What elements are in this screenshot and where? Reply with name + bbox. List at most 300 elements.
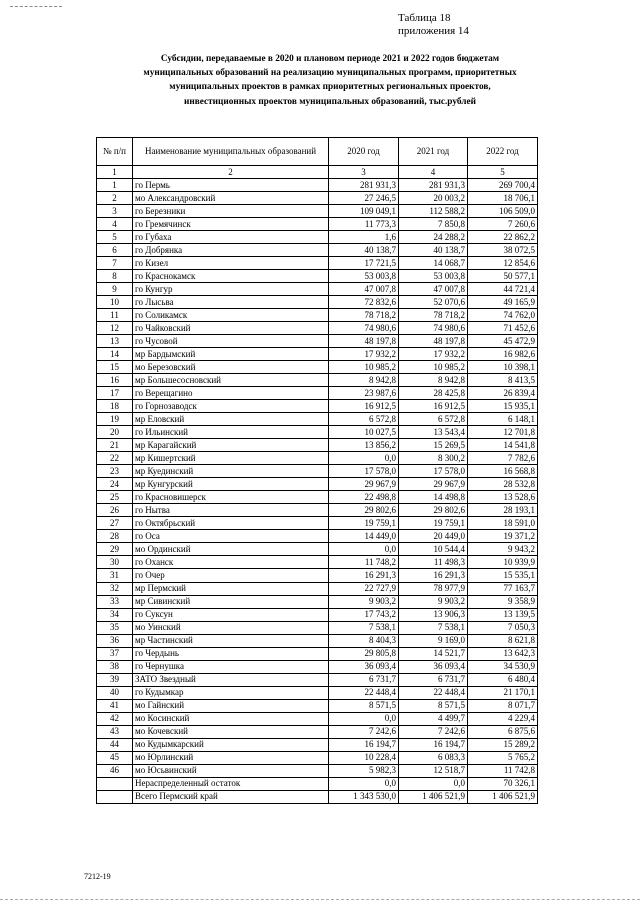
row-number: 26 (97, 504, 133, 517)
table-header-row (97, 138, 538, 166)
value-2021: 10 544,4 (399, 543, 468, 556)
row-number: 45 (97, 751, 133, 764)
value-2022: 19 371,2 (468, 530, 538, 543)
table-row (97, 491, 538, 504)
value-2020: 10 985,2 (329, 361, 399, 374)
municipality-name: го Чайковский (133, 322, 329, 335)
row-number: 1 (97, 179, 133, 192)
municipality-name: мр Куединский (133, 465, 329, 478)
value-2020: 6 731,7 (329, 673, 399, 686)
municipality-name: го Октябрьский (133, 517, 329, 530)
table-row (97, 257, 538, 270)
value-2022: 15 535,1 (468, 569, 538, 582)
value-2022: 21 170,1 (468, 686, 538, 699)
value-2021: 78 977,9 (399, 582, 468, 595)
value-2021: 7 538,1 (399, 621, 468, 634)
value-2020: 281 931,3 (329, 179, 399, 192)
subsidies-table (96, 137, 538, 804)
table-row (97, 309, 538, 322)
value-2022: 6 148,1 (468, 413, 538, 426)
municipality-name: мо Александровский (133, 192, 329, 205)
title-line: инвестиционных проектов муниципальных образований, тыс.рублей (184, 96, 476, 107)
row-number: 27 (97, 517, 133, 530)
value-2022: 15 289,2 (468, 738, 538, 751)
table-row (97, 348, 538, 361)
row-number: 46 (97, 764, 133, 777)
table-reference (398, 12, 469, 38)
value-2020: 22 448,4 (329, 686, 399, 699)
value-2022: 26 839,4 (468, 387, 538, 400)
value-2020: 7 538,1 (329, 621, 399, 634)
table-row (97, 192, 538, 205)
municipality-name: мо Юрлинский (133, 751, 329, 764)
value-2021: 48 197,8 (399, 335, 468, 348)
empty-cell (97, 777, 133, 790)
value-2020: 8 571,5 (329, 699, 399, 712)
value-2020: 11 773,3 (329, 218, 399, 231)
municipality-name: мо Кудымкарский (133, 738, 329, 751)
value-2020: 40 138,7 (329, 244, 399, 257)
row-number: 18 (97, 400, 133, 413)
municipality-name: го Березники (133, 205, 329, 218)
municipality-name: мр Еловский (133, 413, 329, 426)
value-2022: 10 939,9 (468, 556, 538, 569)
value-2020: 8 404,3 (329, 634, 399, 647)
value-2021: 19 759,1 (399, 517, 468, 530)
value-2021: 13 543,4 (399, 426, 468, 439)
row-number: 30 (97, 556, 133, 569)
column-number: 2 (133, 166, 329, 179)
table-row (97, 673, 538, 686)
value-2020: 9 903,2 (329, 595, 399, 608)
row-number: 41 (97, 699, 133, 712)
value-2022: 7 260,6 (468, 218, 538, 231)
value-2021: 14 521,7 (399, 647, 468, 660)
municipality-name: мр Кунгурский (133, 478, 329, 491)
value-2022: 6 875,6 (468, 725, 538, 738)
value-2020: 16 194,7 (329, 738, 399, 751)
value-2020: 19 759,1 (329, 517, 399, 530)
value-2020: 0,0 (329, 543, 399, 556)
value-2022: 13 139,5 (468, 608, 538, 621)
table-row (97, 621, 538, 634)
title-line: муниципальных образований на реализацию муниципальных программ, приоритетных (143, 68, 517, 79)
total-row (97, 790, 538, 803)
value-2020: 53 003,8 (329, 270, 399, 283)
row-number: 15 (97, 361, 133, 374)
value-2021: 78 718,2 (399, 309, 468, 322)
value-2020: 1,6 (329, 231, 399, 244)
value-2021: 20 003,2 (399, 192, 468, 205)
municipality-name: го Кизел (133, 257, 329, 270)
row-number: 19 (97, 413, 133, 426)
value-2021: 29 967,9 (399, 478, 468, 491)
row-number: 38 (97, 660, 133, 673)
value-2021: 6 572,8 (399, 413, 468, 426)
table-row (97, 283, 538, 296)
municipality-name: мо Уинский (133, 621, 329, 634)
row-number: 37 (97, 647, 133, 660)
municipality-name: го Кунгур (133, 283, 329, 296)
row-number: 21 (97, 439, 133, 452)
document-title (70, 52, 590, 109)
document-code: 7212-19 (84, 872, 111, 881)
value-2020: 22 498,8 (329, 491, 399, 504)
value-2022: 8 071,7 (468, 699, 538, 712)
value-2022: 9 943,2 (468, 543, 538, 556)
value-2022: 10 398,1 (468, 361, 538, 374)
municipality-name: мо Юсьвинский (133, 764, 329, 777)
value-2022: 5 765,2 (468, 751, 538, 764)
value-2021: 8 942,8 (399, 374, 468, 387)
value-2020: 29 967,9 (329, 478, 399, 491)
row-number: 8 (97, 270, 133, 283)
municipality-name: го Кудымкар (133, 686, 329, 699)
municipality-name: го Добрянка (133, 244, 329, 257)
row-number: 2 (97, 192, 133, 205)
value-2022: 50 577,1 (468, 270, 538, 283)
municipality-name: мр Карагайский (133, 439, 329, 452)
value-2021: 6 083,3 (399, 751, 468, 764)
value-2020: 74 980,6 (329, 322, 399, 335)
header-2022: 2022 год (468, 138, 538, 166)
table-row (97, 270, 538, 283)
column-number: 5 (468, 166, 538, 179)
municipality-name: мр Частинский (133, 634, 329, 647)
value-2020: 5 982,3 (329, 764, 399, 777)
table-row (97, 218, 538, 231)
table-row (97, 660, 538, 673)
value-2020: 109 049,1 (329, 205, 399, 218)
header-2021: 2021 год (399, 138, 468, 166)
table-row (97, 608, 538, 621)
municipality-name: го Суксун (133, 608, 329, 621)
value-2020: 48 197,8 (329, 335, 399, 348)
value-2021: 17 932,2 (399, 348, 468, 361)
value-2022: 4 229,4 (468, 712, 538, 725)
header-num: № п/п (97, 138, 133, 166)
municipality-name: мр Бардымский (133, 348, 329, 361)
value-2022: 7 782,6 (468, 452, 538, 465)
value-2021: 281 931,3 (399, 179, 468, 192)
table-row (97, 634, 538, 647)
row-number: 12 (97, 322, 133, 335)
value-2020: 13 856,2 (329, 439, 399, 452)
table-row (97, 231, 538, 244)
municipality-name: мр Сивинский (133, 595, 329, 608)
value-2021: 9 903,2 (399, 595, 468, 608)
municipality-name: мо Кочевский (133, 725, 329, 738)
row-number: 39 (97, 673, 133, 686)
value-2021: 74 980,6 (399, 322, 468, 335)
value-2022: 38 072,5 (468, 244, 538, 257)
municipality-name: го Оса (133, 530, 329, 543)
row-number: 42 (97, 712, 133, 725)
municipality-name: мр Пермский (133, 582, 329, 595)
table-row (97, 452, 538, 465)
row-number: 29 (97, 543, 133, 556)
municipality-name: го Чернушка (133, 660, 329, 673)
row-number: 43 (97, 725, 133, 738)
municipality-name: мо Косинский (133, 712, 329, 725)
row-number: 44 (97, 738, 133, 751)
table-row (97, 517, 538, 530)
table-row (97, 361, 538, 374)
row-number: 4 (97, 218, 133, 231)
value-2021: 12 518,7 (399, 764, 468, 777)
table-row (97, 335, 538, 348)
value-2020: 27 246,5 (329, 192, 399, 205)
unallocated-2020: 0,0 (329, 777, 399, 790)
title-line: Субсидии, передаваемые в 2020 и плановом периоде 2021 и 2022 годов бюджетам (160, 54, 500, 64)
value-2020: 17 578,0 (329, 465, 399, 478)
scan-edge-mark (10, 6, 62, 13)
table-row (97, 387, 538, 400)
value-2021: 53 003,8 (399, 270, 468, 283)
value-2022: 45 472,9 (468, 335, 538, 348)
value-2020: 10 027,5 (329, 426, 399, 439)
value-2021: 52 070,6 (399, 296, 468, 309)
value-2022: 28 193,1 (468, 504, 538, 517)
table-row (97, 374, 538, 387)
row-number: 36 (97, 634, 133, 647)
table-row (97, 478, 538, 491)
value-2021: 7 850,8 (399, 218, 468, 231)
value-2020: 72 832,6 (329, 296, 399, 309)
value-2021: 29 802,6 (399, 504, 468, 517)
value-2022: 11 742,8 (468, 764, 538, 777)
table-row (97, 244, 538, 257)
municipality-name: го Очер (133, 569, 329, 582)
value-2020: 16 291,3 (329, 569, 399, 582)
municipality-name: мо Ординский (133, 543, 329, 556)
unallocated-label: Нераспределенный остаток (133, 777, 329, 790)
total-label: Всего Пермский край (133, 790, 329, 803)
value-2021: 16 912,5 (399, 400, 468, 413)
row-number: 9 (97, 283, 133, 296)
value-2021: 13 906,3 (399, 608, 468, 621)
column-number: 1 (97, 166, 133, 179)
value-2021: 20 449,0 (399, 530, 468, 543)
municipality-name: мо Гайнский (133, 699, 329, 712)
municipality-name: го Верещагино (133, 387, 329, 400)
value-2022: 77 163,7 (468, 582, 538, 595)
table-row (97, 439, 538, 452)
value-2021: 28 425,8 (399, 387, 468, 400)
row-number: 11 (97, 309, 133, 322)
table-row (97, 712, 538, 725)
row-number: 32 (97, 582, 133, 595)
value-2022: 13 528,6 (468, 491, 538, 504)
row-number: 14 (97, 348, 133, 361)
municipality-name: мр Большесосновский (133, 374, 329, 387)
value-2022: 8 621,8 (468, 634, 538, 647)
table-row (97, 686, 538, 699)
value-2022: 106 509,0 (468, 205, 538, 218)
value-2021: 22 448,4 (399, 686, 468, 699)
value-2022: 18 591,0 (468, 517, 538, 530)
value-2020: 78 718,2 (329, 309, 399, 322)
municipality-name: го Лысьва (133, 296, 329, 309)
value-2020: 6 572,8 (329, 413, 399, 426)
table-row (97, 699, 538, 712)
total-2021: 1 406 521,9 (399, 790, 468, 803)
value-2020: 16 912,5 (329, 400, 399, 413)
appendix-label: приложения 14 (398, 25, 469, 37)
header-name: Наименование муниципальных образований (133, 138, 329, 166)
table-row (97, 543, 538, 556)
value-2021: 36 093,4 (399, 660, 468, 673)
table-row (97, 751, 538, 764)
table-row (97, 400, 538, 413)
municipality-name: мо Березовский (133, 361, 329, 374)
table-row (97, 465, 538, 478)
table-row (97, 504, 538, 517)
table-row (97, 569, 538, 582)
value-2021: 8 571,5 (399, 699, 468, 712)
municipality-name: го Чердынь (133, 647, 329, 660)
row-number: 13 (97, 335, 133, 348)
column-number: 4 (399, 166, 468, 179)
table-row (97, 725, 538, 738)
municipality-name: го Краснокамск (133, 270, 329, 283)
table-row (97, 595, 538, 608)
value-2022: 12 854,6 (468, 257, 538, 270)
title-line: муниципальных проектов в рамках приоритетных региональных проектов, (169, 82, 491, 93)
value-2022: 8 413,5 (468, 374, 538, 387)
municipality-name: го Красновишерск (133, 491, 329, 504)
value-2022: 18 706,1 (468, 192, 538, 205)
municipality-name: мр Кишертский (133, 452, 329, 465)
value-2020: 47 007,8 (329, 283, 399, 296)
unallocated-2022: 70 326,1 (468, 777, 538, 790)
row-number: 17 (97, 387, 133, 400)
value-2022: 13 642,3 (468, 647, 538, 660)
value-2021: 14 498,8 (399, 491, 468, 504)
value-2022: 49 165,9 (468, 296, 538, 309)
value-2020: 10 228,4 (329, 751, 399, 764)
value-2021: 11 498,3 (399, 556, 468, 569)
value-2021: 47 007,8 (399, 283, 468, 296)
row-number: 23 (97, 465, 133, 478)
row-number: 28 (97, 530, 133, 543)
row-number: 31 (97, 569, 133, 582)
value-2021: 10 985,2 (399, 361, 468, 374)
row-number: 7 (97, 257, 133, 270)
value-2021: 17 578,0 (399, 465, 468, 478)
table-row (97, 582, 538, 595)
value-2021: 16 291,3 (399, 569, 468, 582)
value-2020: 7 242,6 (329, 725, 399, 738)
table-row (97, 426, 538, 439)
table-row (97, 764, 538, 777)
value-2021: 7 242,6 (399, 725, 468, 738)
table-row (97, 556, 538, 569)
total-2022: 1 406 521,9 (468, 790, 538, 803)
table-row (97, 296, 538, 309)
value-2020: 22 727,9 (329, 582, 399, 595)
value-2021: 112 588,2 (399, 205, 468, 218)
scan-bottom-edge (0, 899, 640, 900)
municipality-name: го Нытва (133, 504, 329, 517)
value-2021: 8 300,2 (399, 452, 468, 465)
value-2020: 23 987,6 (329, 387, 399, 400)
value-2020: 0,0 (329, 712, 399, 725)
value-2022: 14 541,8 (468, 439, 538, 452)
total-2020: 1 343 530,0 (329, 790, 399, 803)
table-row (97, 738, 538, 751)
unallocated-2021: 0,0 (399, 777, 468, 790)
municipality-name: го Чусовой (133, 335, 329, 348)
municipality-name: го Оханск (133, 556, 329, 569)
value-2022: 74 762,0 (468, 309, 538, 322)
value-2021: 6 731,7 (399, 673, 468, 686)
table-row (97, 413, 538, 426)
row-number: 25 (97, 491, 133, 504)
value-2022: 12 701,8 (468, 426, 538, 439)
value-2022: 44 721,4 (468, 283, 538, 296)
municipality-name: ЗАТО Звездный (133, 673, 329, 686)
municipality-name: го Пермь (133, 179, 329, 192)
value-2022: 6 480,4 (468, 673, 538, 686)
value-2020: 29 802,6 (329, 504, 399, 517)
row-number: 22 (97, 452, 133, 465)
row-number: 16 (97, 374, 133, 387)
table-label: Таблица 18 (398, 12, 451, 24)
value-2022: 34 530,9 (468, 660, 538, 673)
row-number: 35 (97, 621, 133, 634)
value-2022: 269 700,4 (468, 179, 538, 192)
value-2021: 40 138,7 (399, 244, 468, 257)
row-number: 24 (97, 478, 133, 491)
row-number: 10 (97, 296, 133, 309)
row-number: 3 (97, 205, 133, 218)
value-2022: 9 358,9 (468, 595, 538, 608)
value-2021: 4 499,7 (399, 712, 468, 725)
value-2021: 15 269,5 (399, 439, 468, 452)
column-numbers-row (97, 166, 538, 179)
municipality-name: го Губаха (133, 231, 329, 244)
value-2022: 7 050,3 (468, 621, 538, 634)
table-row (97, 179, 538, 192)
header-2020: 2020 год (329, 138, 399, 166)
row-number: 6 (97, 244, 133, 257)
value-2022: 71 452,6 (468, 322, 538, 335)
value-2020: 17 743,2 (329, 608, 399, 621)
row-number: 5 (97, 231, 133, 244)
unallocated-row (97, 777, 538, 790)
value-2020: 36 093,4 (329, 660, 399, 673)
value-2022: 15 935,1 (468, 400, 538, 413)
row-number: 20 (97, 426, 133, 439)
value-2022: 16 982,6 (468, 348, 538, 361)
value-2022: 28 532,8 (468, 478, 538, 491)
row-number: 34 (97, 608, 133, 621)
municipality-name: го Ильинский (133, 426, 329, 439)
value-2022: 16 568,8 (468, 465, 538, 478)
value-2020: 8 942,8 (329, 374, 399, 387)
value-2021: 14 068,7 (399, 257, 468, 270)
empty-cell (97, 790, 133, 803)
table-row (97, 647, 538, 660)
table-row (97, 322, 538, 335)
row-number: 33 (97, 595, 133, 608)
municipality-name: го Гремячинск (133, 218, 329, 231)
municipality-name: го Соликамск (133, 309, 329, 322)
row-number: 40 (97, 686, 133, 699)
value-2020: 14 449,0 (329, 530, 399, 543)
municipality-name: го Горнозаводск (133, 400, 329, 413)
